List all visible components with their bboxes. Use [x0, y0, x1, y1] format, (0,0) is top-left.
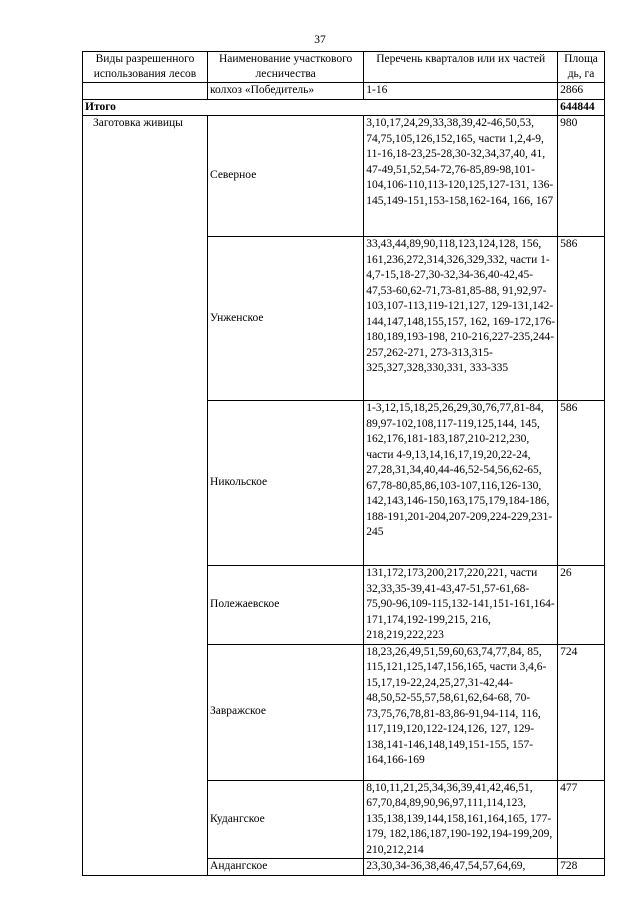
district-cell: Северное	[208, 116, 364, 237]
district-cell: Кудангское	[208, 780, 364, 859]
area-cell: 477	[558, 780, 605, 859]
district-cell: Завражское	[208, 644, 364, 780]
quarters-cell: 3,10,17,24,29,33,38,39,42-46,50,53, 74,75,105,126,152,165, части 1,2,4-9, 11-16,18-23,25-28,30-32,34,37,40, 41, 47-49,51,52,54-72,76-85,89-98,101-104,106-110,113-120,125,127-131, 136-145,149-151,153-158,162-164, 166, 167	[364, 116, 558, 237]
district-cell: Андангское	[208, 859, 364, 876]
table-row	[83, 116, 605, 237]
area-cell: 980	[558, 116, 605, 237]
quarters-cell: 8,10,11,21,25,34,36,39,41,42,46,51, 67,70,84,89,90,96,97,111,114,123, 135,138,139,144,158,161,164,165, 177-179, 182,186,187,190-192,194-199,209, 210,212,214	[364, 780, 558, 859]
area-cell: 2866	[558, 83, 605, 100]
header-district: Наименование участкового лесничества	[208, 52, 364, 83]
quarters-cell: 1-16	[364, 83, 558, 100]
section-label: Заготовка живицы	[93, 117, 183, 129]
district-cell: Полежаевское	[208, 566, 364, 645]
table-row	[83, 83, 605, 100]
area-cell: 586	[558, 401, 605, 566]
quarters-cell: 1-3,12,15,18,25,26,29,30,76,77,81-84, 89,97-102,108,117-119,125,144, 145, 162,176,181-183,187,210-212,230, части 4-9,13,14,16,17,19,20,22-24, 27,28,31,34,40,44-46,52-54,56,62-65, 67,78-80,85,86,103-107,116,126-130, 142,143,146-150,163,175,179,184-186, 188-191,201-204,207-209,224-229,231-245	[364, 401, 558, 566]
area-cell: 26	[558, 566, 605, 645]
header-use-type: Виды разрешенного использования лесов	[83, 52, 208, 83]
total-value: 644844	[558, 99, 605, 116]
district-cell: Никольское	[208, 401, 364, 566]
total-label: Итого	[83, 99, 558, 116]
area-cell: 724	[558, 644, 605, 780]
section-label-cell	[83, 116, 208, 876]
quarters-cell: 18,23,26,49,51,59,60,63,74,77,84, 85, 115,121,125,147,156,165, части 3,4,6-15,17,19-22,24,25,27,31-42,44-48,50,52-55,57,58,61,62,64-68, 70-73,75,76,78,81-83,86-91,94-114, 116, 117,119,120,122-124,126, 127, 129-138,141-146,148,149,151-155, 157-164,166-169	[364, 644, 558, 780]
page-number: 37	[314, 34, 326, 46]
header-quarters: Перечень кварталов или их частей	[364, 52, 558, 83]
area-cell: 728	[558, 859, 605, 876]
area-cell: 586	[558, 237, 605, 401]
district-cell: Унженское	[208, 237, 364, 401]
use-type-cell	[83, 83, 208, 100]
quarters-cell: 131,172,173,200,217,220,221, части 32,33,35-39,41-43,47-51,57-61,68-75,90-96,109-115,132-141,151-161,164-171,174,192-199,215, 216, 218,219,222,223	[364, 566, 558, 645]
forest-use-table	[82, 51, 605, 876]
quarters-cell: 33,43,44,89,90,118,123,124,128, 156, 161,236,272,314,326,329,332, части 1-4,7-15,18-27,30-32,34-36,40-42,45-47,53-60,62-71,73-81,85-88, 91,92,97-103,107-113,119-121,127, 129-131,142-144,147,148,155,157, 162, 169-172,176-180,189,193-198, 210-216,227-235,244-257,262-271, 273-313,315-325,327,328,330,331, 333-335	[364, 237, 558, 401]
total-row	[83, 99, 605, 116]
quarters-cell: 23,30,34-36,38,46,47,54,57,64,69,	[364, 859, 558, 876]
table-header-row	[83, 52, 605, 83]
header-area: Площа дь, га	[558, 52, 605, 83]
district-cell: колхоз «Победитель»	[208, 83, 364, 100]
